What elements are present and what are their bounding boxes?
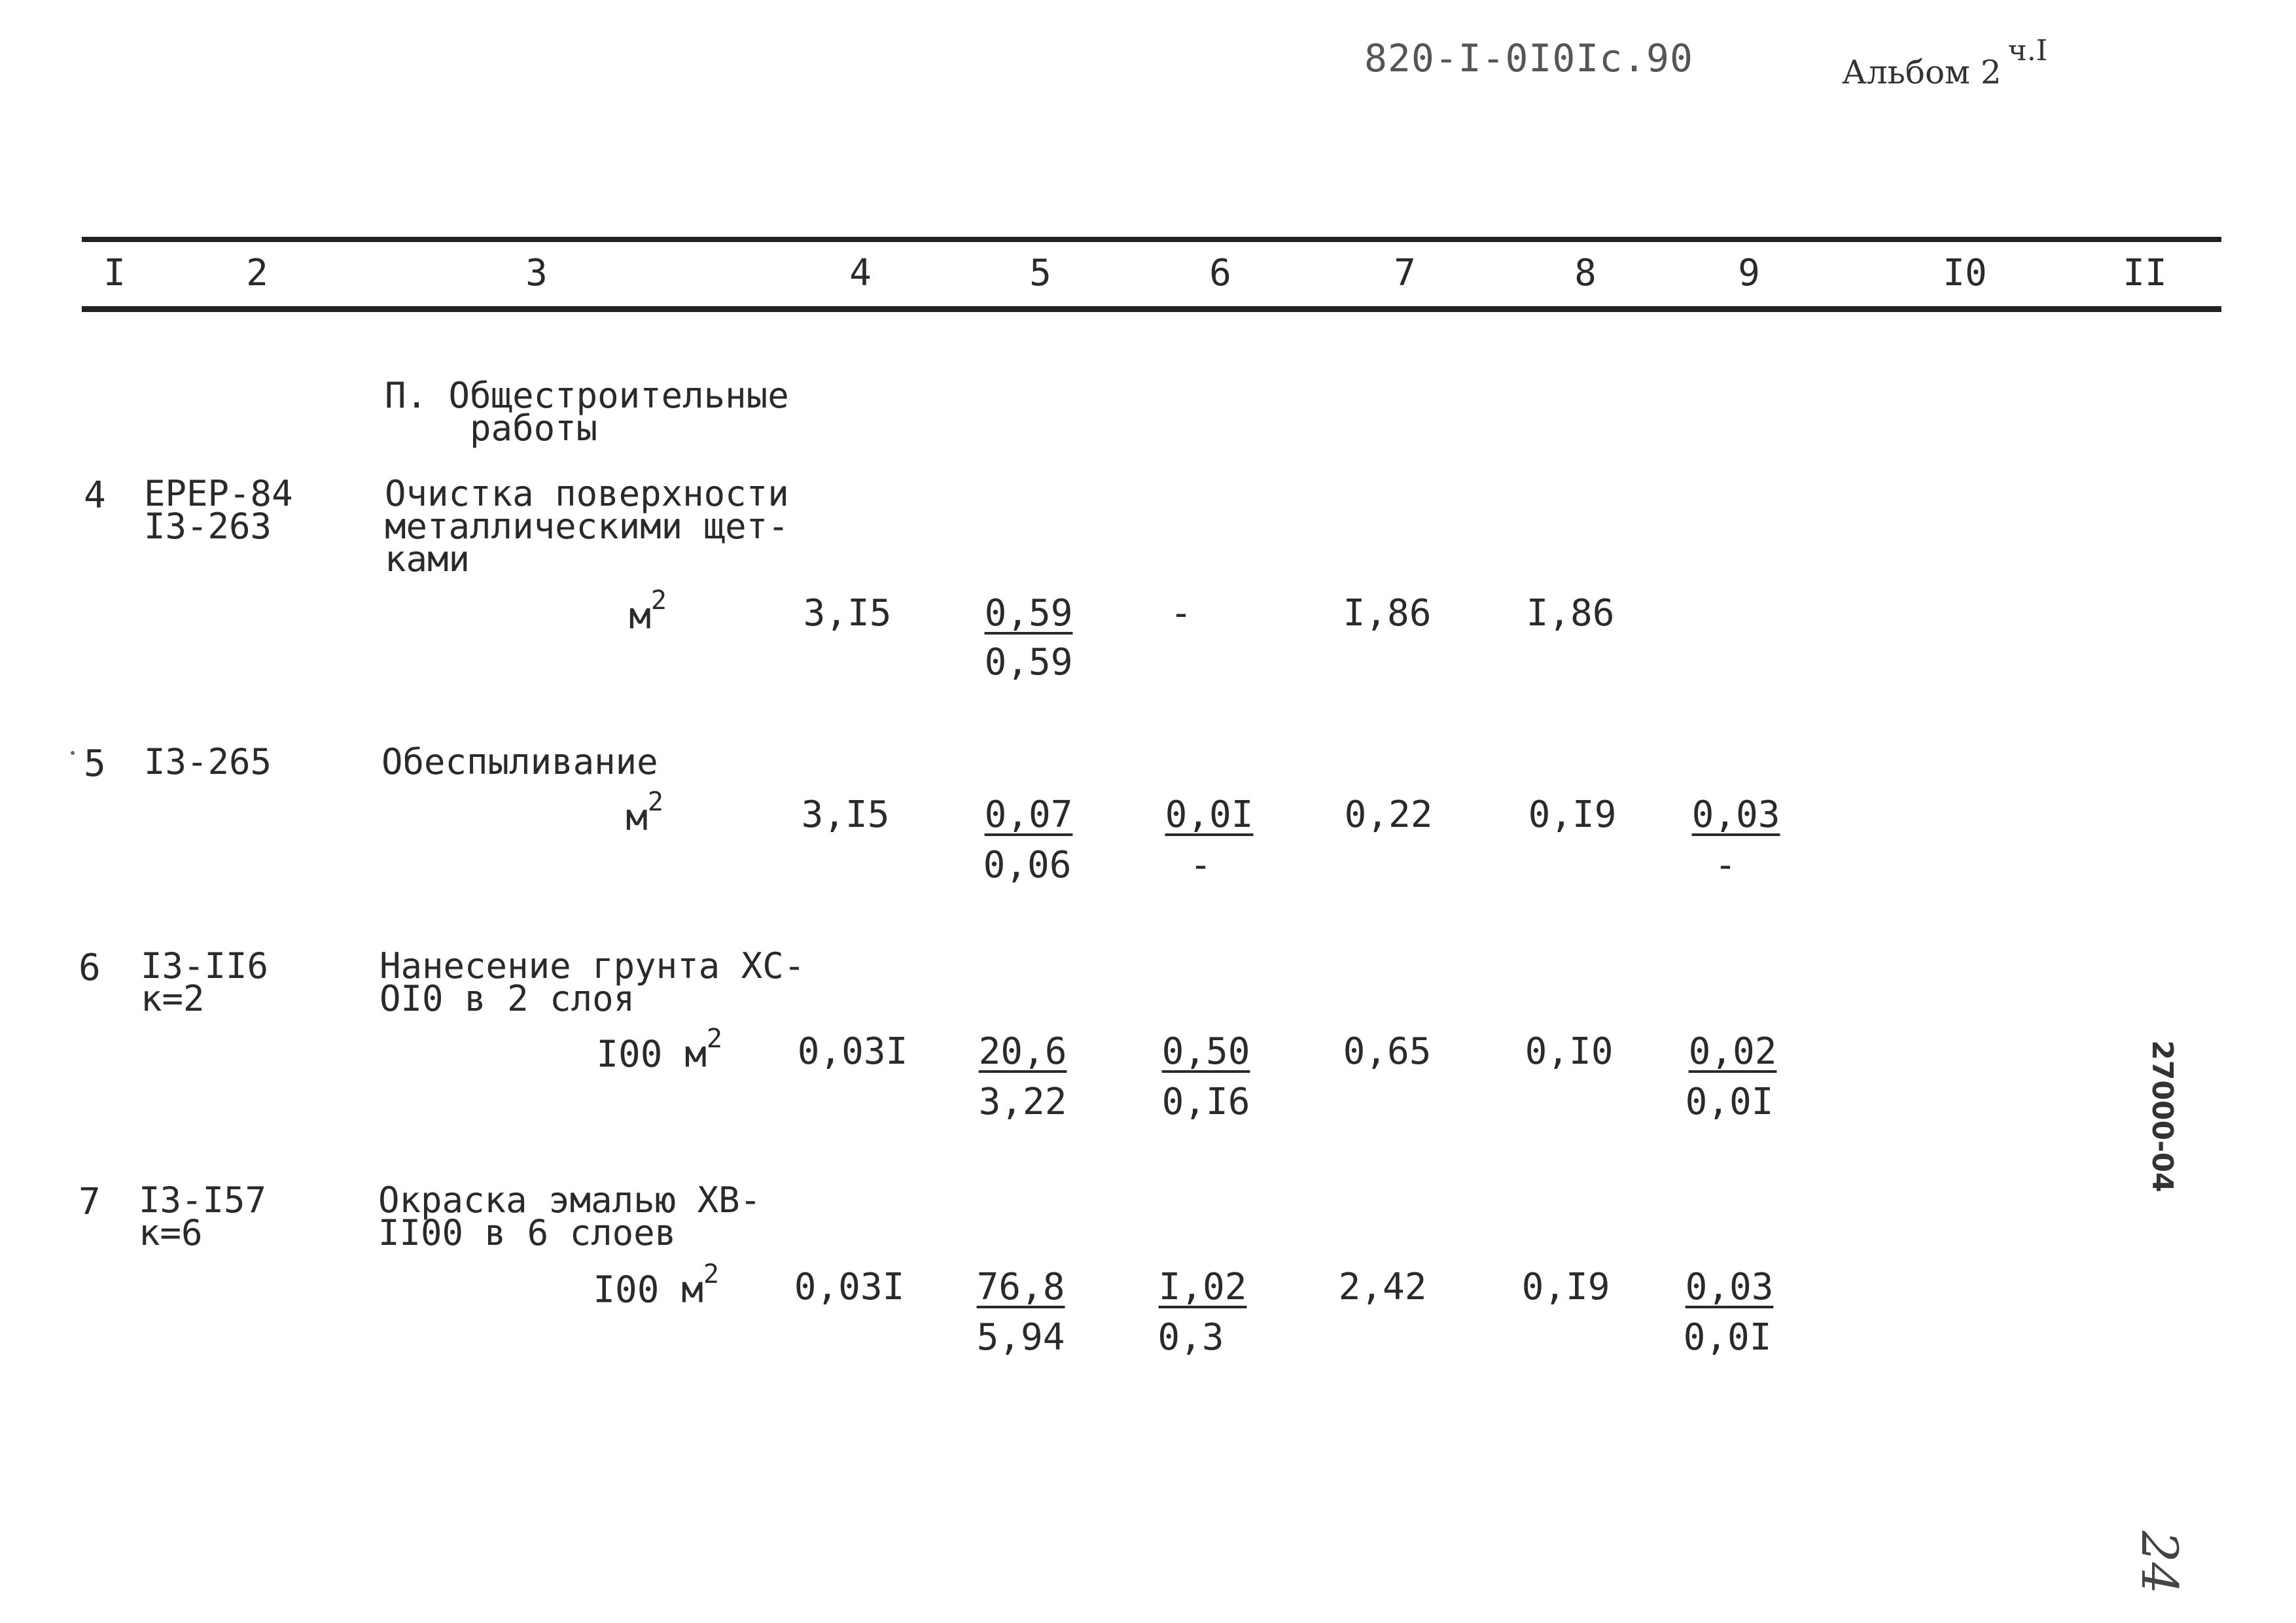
col5-bottom-value: 3,22 xyxy=(978,1081,1067,1123)
col5-bottom-value: 5,94 xyxy=(976,1316,1065,1359)
col7-value: I,86 xyxy=(1343,592,1432,635)
album-number: Альбом 2 xyxy=(1842,53,2002,92)
col8-value: 0,I9 xyxy=(1521,1266,1610,1308)
unit-label: м xyxy=(629,595,651,638)
row-quantity: 0,03I xyxy=(794,1266,905,1308)
col9-top-value: 0,03 xyxy=(1685,1266,1774,1308)
row-description: Нанесение грунта ХС- OI0 в 2 слоя xyxy=(380,945,805,1019)
row-number: 5 xyxy=(84,742,106,785)
row-description: Окраска эмалью ХВ- II00 в 6 слоев xyxy=(378,1179,762,1253)
row-quantity: 0,03I xyxy=(797,1030,908,1073)
row-quantity: 3,I5 xyxy=(803,592,892,635)
col6-top-value: - xyxy=(1170,592,1192,635)
col5-top-value: 0,07 xyxy=(984,794,1073,836)
col6-bottom-value: 0,I6 xyxy=(1161,1081,1250,1123)
unit-label: I00 м xyxy=(593,1268,703,1312)
col6-bottom-value: - xyxy=(1190,844,1212,886)
unit-superscript: 2 xyxy=(650,585,667,616)
row-unit xyxy=(629,585,667,638)
column-number-11: II xyxy=(2123,252,2167,294)
unit-superscript: 2 xyxy=(706,1024,722,1054)
col8-value: I,86 xyxy=(1526,592,1615,635)
col5-bottom-value: 0,59 xyxy=(984,641,1073,684)
section-title: П. Общестроительные работы xyxy=(385,375,789,449)
column-number-5: 5 xyxy=(1029,252,1051,294)
row-description: Обеспыливание xyxy=(381,741,658,782)
unit-label: м xyxy=(626,796,648,839)
col5-top-value: 76,8 xyxy=(976,1266,1065,1308)
album-part: ч.I xyxy=(2007,34,2048,67)
col9-top-value: 0,02 xyxy=(1688,1030,1777,1073)
col7-value: 2,42 xyxy=(1338,1266,1427,1308)
col5-bottom-value: 0,06 xyxy=(983,844,1072,886)
row-unit xyxy=(596,1024,722,1076)
column-number-4: 4 xyxy=(849,252,872,294)
row-code: ЕРЕР-84 I3-263 xyxy=(144,473,293,547)
col8-value: 0,I9 xyxy=(1528,794,1617,836)
col5-top-value: 20,6 xyxy=(978,1030,1067,1073)
col7-value: 0,22 xyxy=(1344,794,1433,836)
row-number: 7 xyxy=(79,1181,101,1223)
row-code: I3-265 xyxy=(144,741,272,782)
column-number-3: 3 xyxy=(525,252,548,294)
unit-label: I00 м xyxy=(596,1033,707,1076)
column-number-1: I xyxy=(103,252,126,294)
column-number-2: 2 xyxy=(246,252,268,294)
col6-bottom-value: 0,3 xyxy=(1157,1316,1224,1359)
row-quantity: 3,I5 xyxy=(801,794,890,836)
margin-stamp: 27000-04 xyxy=(2146,1040,2179,1193)
column-number-6: 6 xyxy=(1209,252,1231,294)
row-code: I3-II6 к=2 xyxy=(141,945,269,1019)
album-label xyxy=(1842,34,2048,92)
col5-top-value: 0,59 xyxy=(984,592,1073,635)
column-number-9: 9 xyxy=(1738,252,1760,294)
col6-top-value: I,02 xyxy=(1158,1266,1247,1308)
margin-dot xyxy=(71,751,75,755)
col9-top-value: 0,03 xyxy=(1691,794,1780,836)
column-number-10: I0 xyxy=(1943,252,1987,294)
row-number: 6 xyxy=(79,947,101,989)
col9-bottom-value: 0,0I xyxy=(1683,1316,1772,1359)
row-number: 4 xyxy=(84,474,106,517)
document-code: 820-I-0I0Iс.90 xyxy=(1364,36,1693,80)
row-unit xyxy=(626,787,663,839)
column-number-7: 7 xyxy=(1394,252,1416,294)
row-code: I3-I57 к=6 xyxy=(139,1179,267,1253)
table-top-rule xyxy=(82,237,2221,242)
row-unit xyxy=(593,1259,719,1312)
col7-value: 0,65 xyxy=(1343,1030,1432,1073)
col9-bottom-value: 0,0I xyxy=(1685,1081,1774,1123)
col6-top-value: 0,50 xyxy=(1161,1030,1250,1073)
col6-top-value: 0,0I xyxy=(1165,794,1254,836)
unit-superscript: 2 xyxy=(703,1259,719,1289)
col8-value: 0,I0 xyxy=(1525,1030,1614,1073)
unit-superscript: 2 xyxy=(647,787,663,817)
row-description: Очистка поверхности металлическими щет- ками xyxy=(385,473,789,580)
table-header-rule xyxy=(82,306,2221,312)
column-number-8: 8 xyxy=(1574,252,1597,294)
col9-bottom-value: - xyxy=(1714,844,1737,886)
page-number: 24 xyxy=(2130,1531,2189,1594)
